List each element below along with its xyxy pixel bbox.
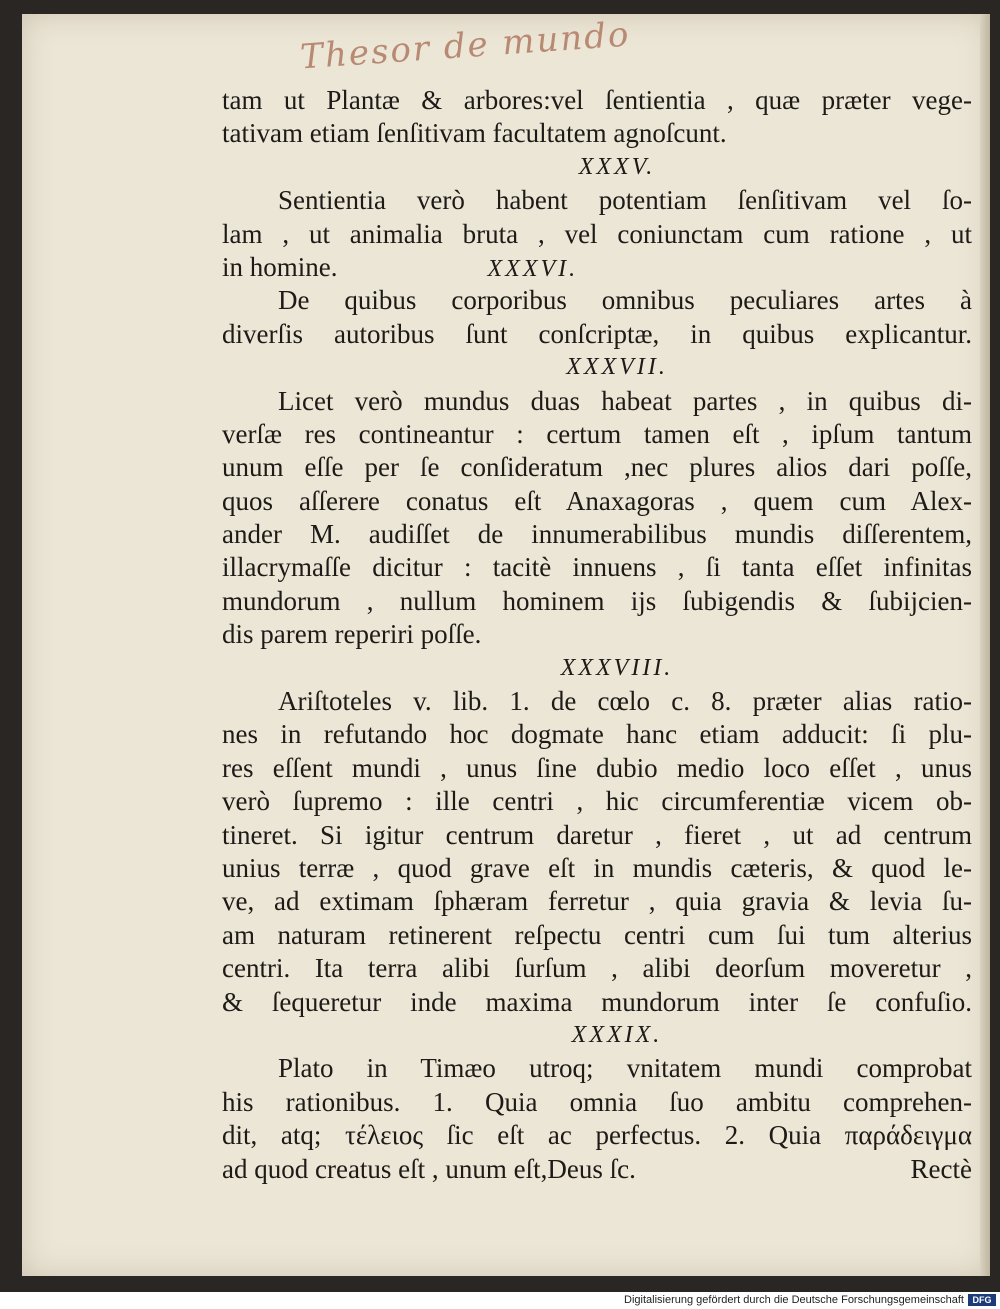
text-line <box>222 585 972 618</box>
text-line <box>222 618 972 651</box>
line-text: ander M. audiſſet de innumerabilibus mundis diſſerentem, <box>222 519 972 550</box>
text-line <box>222 1052 972 1085</box>
line-text: mundorum , nullum hominem ijs ſubigendis & ſubijcien- <box>222 585 972 616</box>
line-text: XXXV. <box>578 153 656 180</box>
line-text: ve, ad extimam ſphæram ferretur , quia gravia & levia ſu- <box>222 886 972 917</box>
text-line <box>222 251 972 284</box>
line-text: tativam etiam ſenſitivam facultatem agnoſcunt. <box>222 118 727 149</box>
line-text: & ſequeretur inde maxima mundorum inter ſe confuſio. <box>222 986 972 1017</box>
text-line <box>222 952 972 985</box>
line-text: tam ut Plantæ & arbores:vel ſentientia , quæ præter vege- <box>222 85 972 115</box>
text-line <box>222 986 972 1019</box>
dfg-logo: DFG <box>968 1294 996 1306</box>
text-line <box>222 485 972 518</box>
line-text: dis parem reperiri poſſe. <box>222 619 482 650</box>
text-line <box>222 685 972 718</box>
text-line <box>222 184 972 217</box>
section-numeral <box>222 151 972 184</box>
line-text: De quibus corporibus omnibus peculiares artes à <box>278 285 972 316</box>
line-text: ad quod creatus eſt , unum eſt,Deus ſc. <box>222 1153 636 1184</box>
line-text: XXXVIII. <box>560 654 674 681</box>
text-line <box>222 819 972 852</box>
text-line <box>222 284 972 317</box>
text-line <box>222 718 972 751</box>
text-line <box>222 1153 972 1186</box>
text-line <box>222 518 972 551</box>
book-page <box>22 14 990 1276</box>
text-line <box>222 218 972 251</box>
footer-credit: Digitalisierung gefördert durch die Deutsche Forschungsgemeinschaft <box>624 1294 964 1306</box>
line-text: res eſſent mundi , unus ſine dubio medio loco eſſet , unus <box>222 752 972 783</box>
digitization-footer <box>0 1292 1000 1309</box>
text-line <box>222 318 972 351</box>
text-line <box>222 418 972 451</box>
text-line <box>222 117 972 150</box>
text-line <box>222 919 972 952</box>
line-text: Sentientia verò habent potentiam ſenſitivam vel ſo- <box>278 185 972 216</box>
line-text: XXXIX. <box>571 1021 663 1048</box>
line-text: centri. Ita terra alibi ſurſum , alibi deorſum moveretur , <box>222 953 972 984</box>
line-text: illacrymaſſe dicitur : tacitè innuens , ſi tanta eſſet infinitas <box>222 552 972 583</box>
page-edge <box>980 14 990 1276</box>
text-line <box>222 1119 972 1152</box>
line-text: diverſis autoribus ſunt conſcriptæ, in quibus explicantur. <box>222 318 972 349</box>
line-text: am naturam retinerent reſpectu centri cum ſui tum alterius <box>222 919 972 950</box>
section-numeral <box>222 351 972 384</box>
text-line <box>222 752 972 785</box>
text-line <box>222 785 972 818</box>
line-text: nes in refutando hoc dogmate hanc etiam adducit: ſi plu- <box>222 719 972 750</box>
line-text: verſæ res contineantur : certum tamen eſt , ipſum tantum <box>222 418 972 449</box>
line-text: tineret. Si igitur centrum daretur , fieret , ut ad centrum <box>222 819 972 850</box>
catchword: Rectè <box>910 1153 972 1184</box>
handwritten-annotation: Thesor de mundo <box>299 14 632 78</box>
text-line <box>222 1086 972 1119</box>
text-line <box>222 551 972 584</box>
text-line <box>222 84 972 117</box>
line-text: lam , ut animalia bruta , vel coniunctam cum ratione , ut <box>222 218 972 249</box>
text-line <box>222 885 972 918</box>
text-line <box>222 451 972 484</box>
line-text: his rationibus. 1. Quia omnia ſuo ambitu comprehen- <box>222 1086 972 1117</box>
line-text: Licet verò mundus duas habeat partes , in quibus di- <box>278 385 972 416</box>
line-text: Ariſtoteles v. lib. 1. de cœlo c. 8. præter alias ratio- <box>278 686 972 717</box>
line-text: verò ſupremo : ille centri , hic circumferentiæ vicem ob- <box>222 786 972 817</box>
text-line <box>222 852 972 885</box>
line-text: XXXVII. <box>566 354 668 381</box>
line-text: unum eſſe per ſe conſideratum ,nec plures alios dari poſſe, <box>222 452 972 483</box>
line-text: unius terræ , quod grave eſt in mundis cæteris, & quod le- <box>222 852 972 883</box>
page-text <box>222 84 972 1186</box>
line-text: in homine. <box>222 251 338 282</box>
section-numeral: XXXVI. <box>487 255 579 282</box>
section-numeral <box>222 1019 972 1052</box>
section-numeral <box>222 652 972 685</box>
line-text: Plato in Timæo utroq; vnitatem mundi comprobat <box>278 1053 972 1084</box>
line-text: dit, atq; τέλειος ſic eſt ac perfectus. 2. Quia παράδειγμα <box>222 1120 972 1151</box>
text-line <box>222 385 972 418</box>
line-text: quos aſſerere conatus eſt Anaxagoras , quem cum Alex- <box>222 485 972 516</box>
